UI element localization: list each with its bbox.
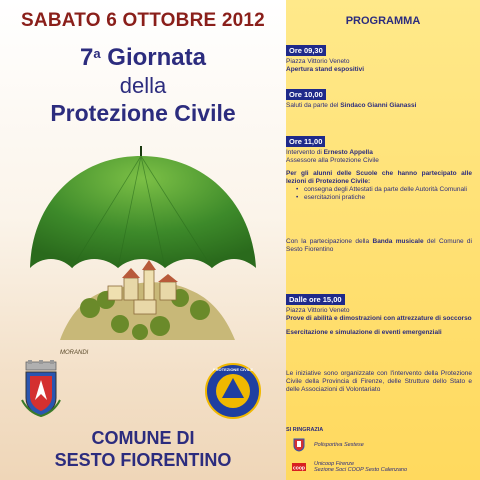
time-badge: Ore 10,00 (286, 89, 326, 100)
edition-suffix: a (93, 46, 101, 61)
title-della: della (119, 73, 167, 98)
title-giornata: Giornata (107, 44, 206, 71)
program-heading: PROGRAMMA (345, 15, 421, 27)
schools-block (286, 170, 480, 202)
list-item: • esercitazioni pratiche (296, 194, 480, 202)
organizers-note: Le iniziative sono organizzate con l'intervento della Protezione Civile della Provincia di Firenze, delle Strutture dello Stato e delle Associazioni di Volontariato (286, 370, 472, 393)
coop-logo-icon (292, 460, 306, 474)
time-badge: Dalle ore 15,00 (286, 294, 345, 305)
event-desc: Saluti da parte del Sindaco Gianni Gianassi (286, 102, 417, 109)
schools-list (296, 186, 480, 202)
event-place: Piazza Vittorio Veneto (286, 58, 350, 65)
event-block-1100 (286, 131, 480, 165)
event-role: Assessore alla Protezione Civile (286, 157, 379, 164)
event-desc: Apertura stand espositivi (286, 66, 365, 73)
title-protezione-civile: Protezione Civile (50, 100, 236, 126)
event-desc: Intervento di Ernesto Appella (286, 149, 373, 156)
polisportiva-crest-icon (292, 438, 306, 452)
illustration-signature: MORANDI (60, 350, 89, 356)
program-panel (286, 0, 480, 480)
thanks-heading: SI RINGRAZIA (286, 427, 324, 433)
emblem-text: PROTEZIONE CIVILE (212, 367, 254, 372)
sponsor-unicoop: coop Unicoop Firenze Sezione Soci COOP Sesto Calenzano (293, 460, 408, 473)
edition-title (0, 44, 286, 72)
time-badge: Ore 09,30 (286, 45, 326, 56)
edition-number: 7 (80, 44, 94, 71)
list-item: • consegna degli Attestati da parte delle Autorità Comunali (296, 186, 480, 194)
municipal-crest-icon (20, 360, 62, 418)
event-place: Piazza Vittorio Veneto (286, 307, 350, 314)
umbrella-village-illustration (20, 140, 270, 360)
sponsor-polisportiva: Polisportiva Sestese (292, 438, 364, 452)
comune-line1: COMUNE DI (91, 428, 195, 448)
civil-protection-emblem-icon (204, 362, 262, 420)
event-block-0930 (286, 40, 480, 74)
event-block-1500 (286, 289, 480, 337)
svg-text:coop: coop (293, 465, 305, 472)
umbrella-canopy (30, 156, 256, 268)
event-block-1000 (286, 84, 480, 110)
schools-intro: Per gli alunni delle Scuole che hanno partecipato alle lezioni di Protezione Civile: (286, 170, 472, 185)
band-block: Con la partecipazione della Banda musicale del Comune di Sesto Fiorentino (286, 238, 472, 253)
time-badge: Ore 11,00 (286, 136, 325, 147)
event-desc: Prove di abilità e dimostrazioni con attrezzature di soccorso (286, 315, 472, 322)
comune-line2: SESTO FIORENTINO (54, 450, 232, 470)
event-date: SABATO 6 OTTOBRE 2012 (21, 10, 265, 31)
event-desc: Esercitazione e simulazione di eventi emergenziali (286, 329, 442, 336)
